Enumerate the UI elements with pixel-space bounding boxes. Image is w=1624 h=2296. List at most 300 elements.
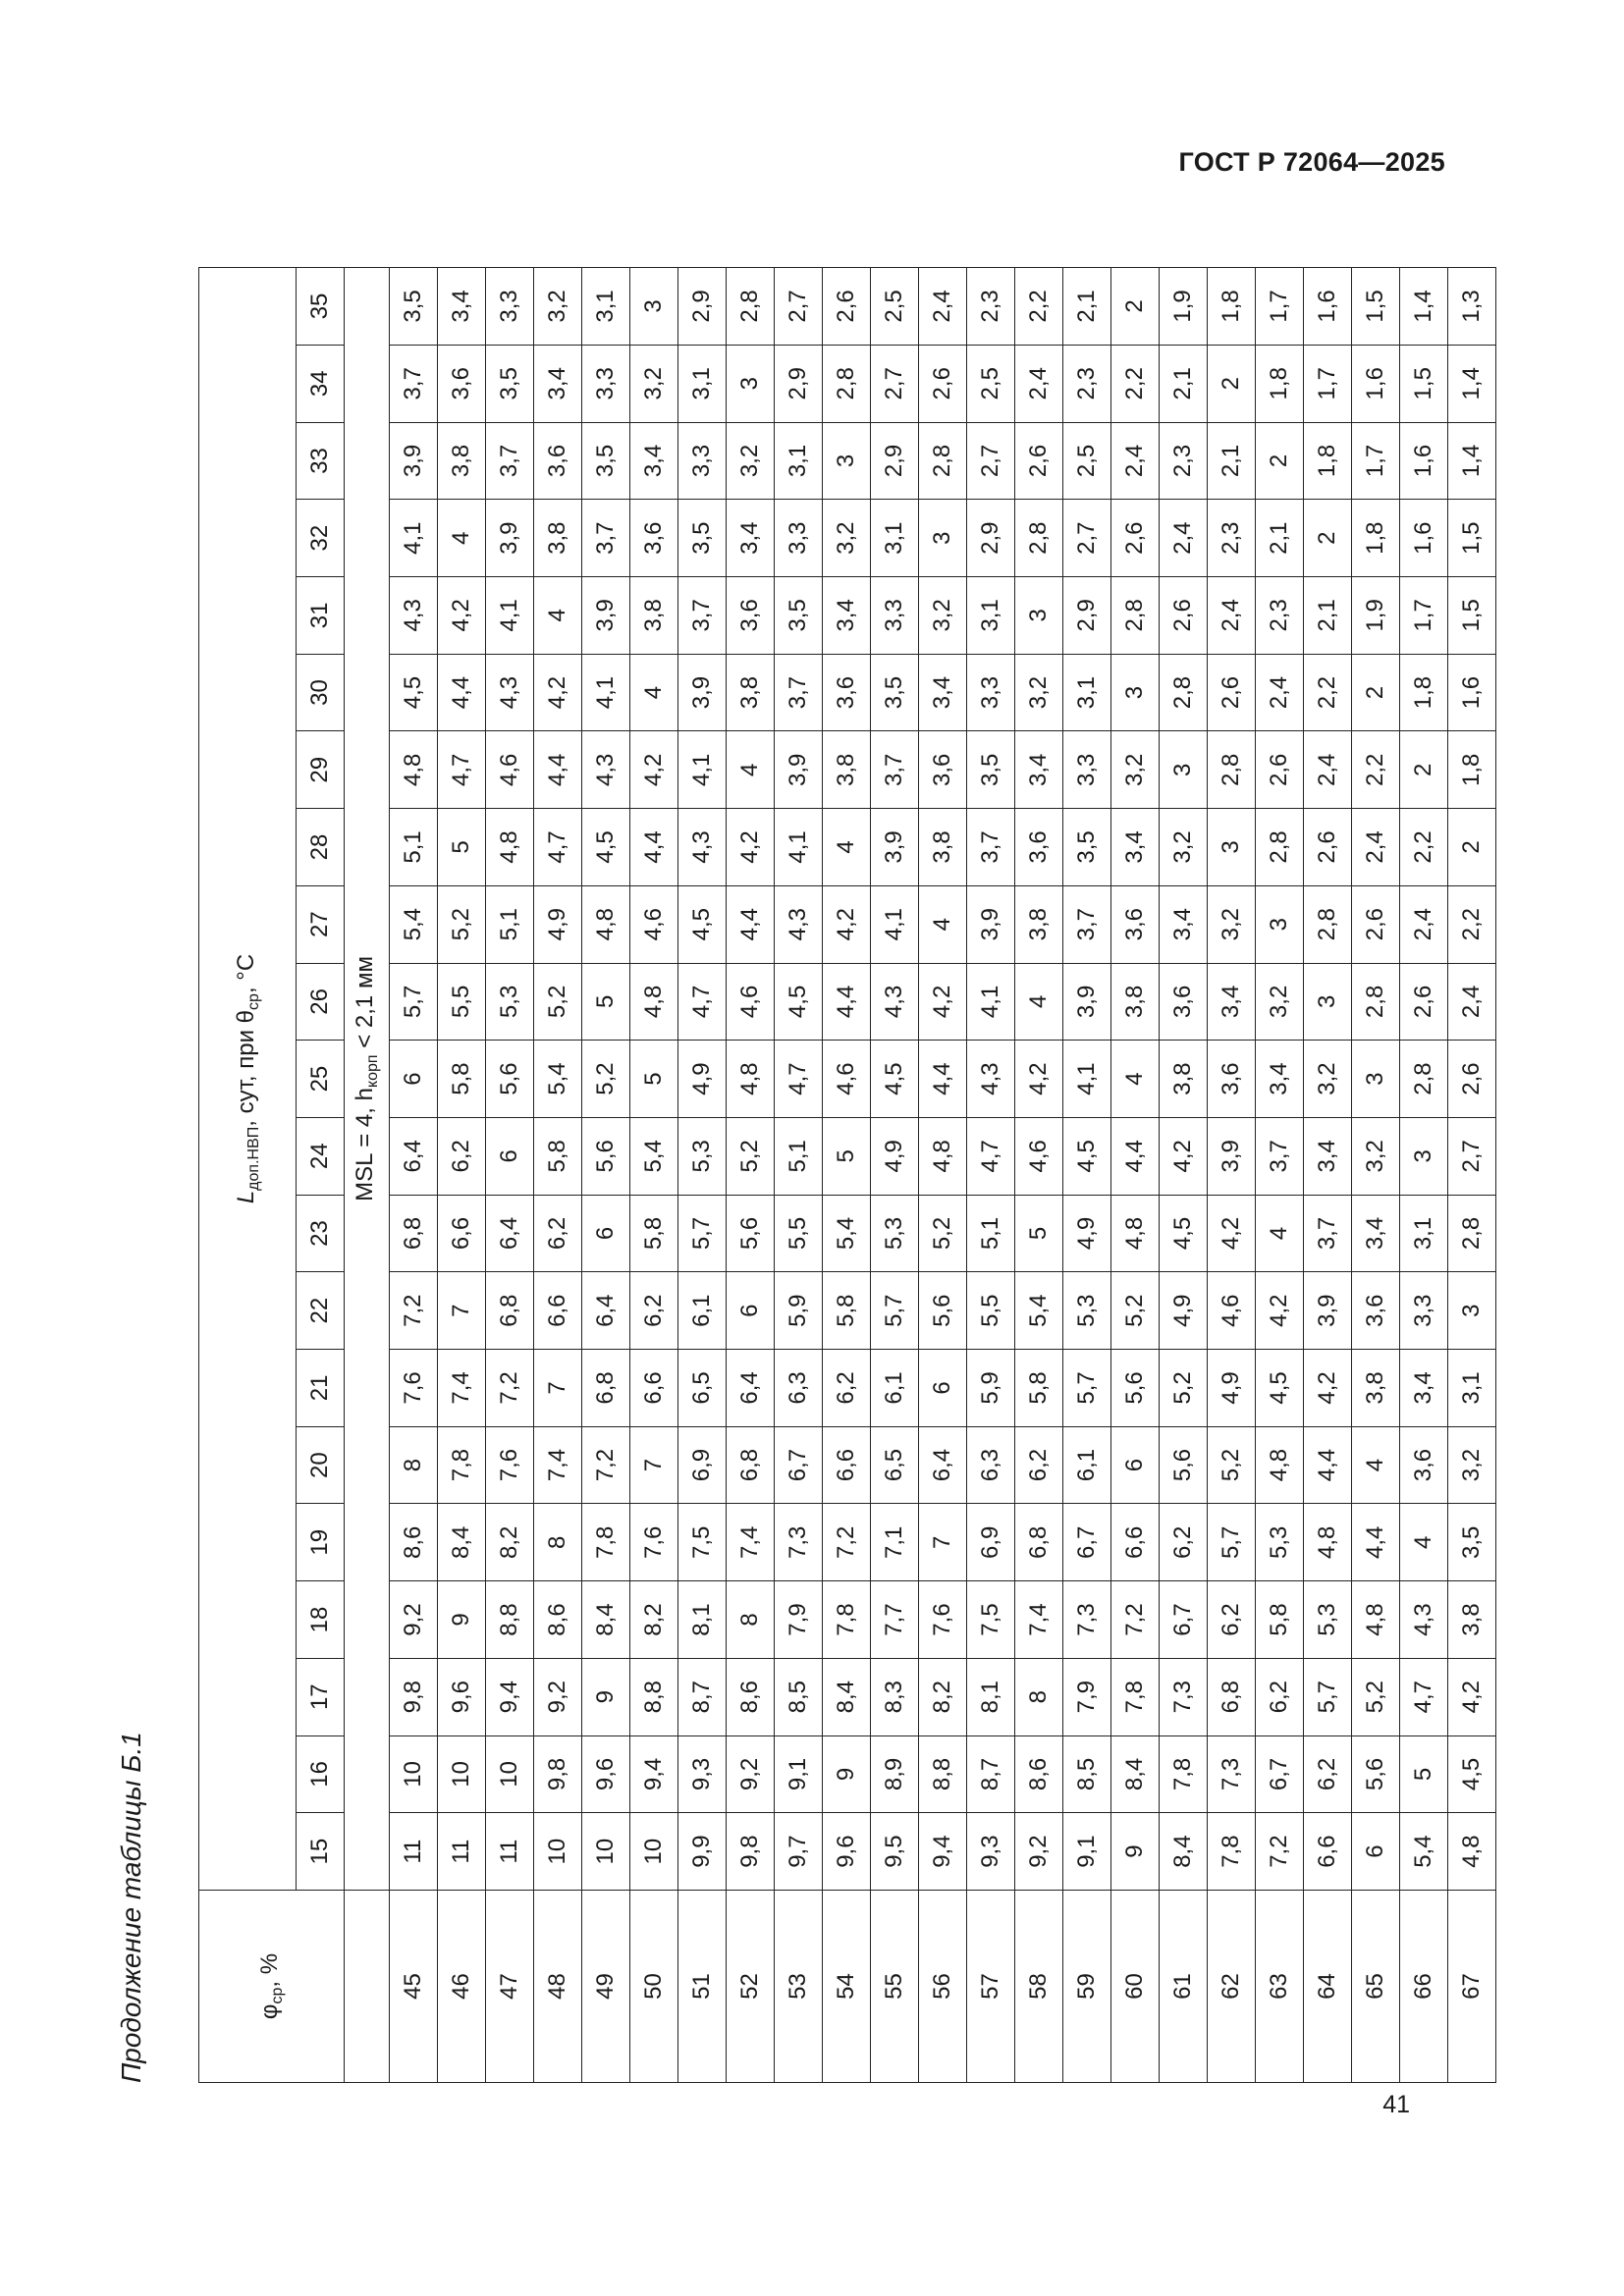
value-cell: 5,7 (678, 1195, 727, 1272)
value-cell: 1,5 (1400, 345, 1448, 422)
value-cell: 3,2 (1160, 809, 1208, 886)
value-cell: 3,1 (775, 422, 823, 500)
value-cell: 8,8 (630, 1658, 678, 1735)
humidity-cell: 65 (1352, 1890, 1400, 2082)
value-cell: 3,2 (1304, 1041, 1352, 1118)
value-cell: 3,9 (1304, 1272, 1352, 1350)
value-cell: 7,6 (486, 1426, 534, 1504)
value-cell: 6,3 (967, 1426, 1015, 1504)
value-cell: 3,3 (775, 500, 823, 577)
value-cell: 7,2 (390, 1272, 438, 1350)
value-cell: 3,5 (486, 345, 534, 422)
value-cell: 3,4 (1015, 731, 1063, 809)
value-cell: 8,2 (919, 1658, 967, 1735)
value-cell: 4,3 (967, 1041, 1015, 1118)
value-cell: 2,3 (1160, 422, 1208, 500)
value-cell: 4,6 (630, 885, 678, 963)
value-cell: 3,3 (871, 577, 919, 655)
value-cell: 2,6 (1256, 731, 1304, 809)
value-cell: 5,2 (1352, 1658, 1400, 1735)
value-cell: 2,2 (1352, 731, 1400, 809)
temperature-header: 32 (297, 500, 345, 577)
value-cell: 4,2 (1208, 1195, 1256, 1272)
value-cell: 9,3 (678, 1735, 727, 1813)
value-cell: 3,2 (1208, 885, 1256, 963)
value-cell: 5,3 (486, 963, 534, 1041)
value-cell: 6,8 (486, 1272, 534, 1350)
value-cell: 11 (438, 1813, 486, 1891)
value-cell: 6,1 (678, 1272, 727, 1350)
value-cell: 3,1 (678, 345, 727, 422)
humidity-cell: 47 (486, 1890, 534, 2082)
value-cell: 10 (390, 1735, 438, 1813)
table-body (390, 268, 1496, 2083)
value-cell: 8 (727, 1581, 775, 1659)
value-cell: 4,4 (1352, 1504, 1400, 1581)
section-subscript: корп (364, 1054, 381, 1089)
value-cell: 3,2 (727, 422, 775, 500)
value-cell: 8,1 (678, 1581, 727, 1659)
value-cell: 8 (534, 1504, 582, 1581)
value-cell: 5,6 (1160, 1426, 1208, 1504)
value-cell: 8,6 (390, 1504, 438, 1581)
value-cell: 7,7 (871, 1581, 919, 1659)
value-cell: 5,4 (823, 1195, 871, 1272)
value-cell: 7,2 (582, 1426, 630, 1504)
value-cell: 2,8 (727, 268, 775, 346)
table-row (582, 268, 630, 2083)
value-cell: 4,1 (678, 731, 727, 809)
value-cell: 5,6 (582, 1117, 630, 1195)
value-cell: 3,9 (871, 809, 919, 886)
value-cell: 4,2 (1304, 1350, 1352, 1427)
value-cell: 9,2 (534, 1658, 582, 1735)
value-cell: 5 (582, 963, 630, 1041)
temperature-header: 33 (297, 422, 345, 500)
value-cell: 5,4 (534, 1041, 582, 1118)
table-row (534, 268, 582, 2083)
value-cell: 6,2 (823, 1350, 871, 1427)
value-cell: 1,5 (1352, 268, 1400, 346)
value-cell: 3,5 (775, 577, 823, 655)
value-cell: 4,7 (438, 731, 486, 809)
value-cell: 7,8 (1208, 1813, 1256, 1891)
value-cell: 3,7 (871, 731, 919, 809)
table-row (871, 268, 919, 2083)
value-cell: 3,3 (1063, 731, 1111, 809)
value-cell: 5,2 (727, 1117, 775, 1195)
value-cell: 5,9 (967, 1350, 1015, 1427)
table-row (967, 268, 1015, 2083)
value-cell: 6,5 (678, 1350, 727, 1427)
value-cell: 3,1 (967, 577, 1015, 655)
table-row (1208, 268, 1256, 2083)
value-cell: 2,4 (1160, 500, 1208, 577)
value-cell: 8,4 (582, 1581, 630, 1659)
value-cell: 3,6 (1352, 1272, 1400, 1350)
value-cell: 6,6 (438, 1195, 486, 1272)
value-cell: 7,3 (1160, 1658, 1208, 1735)
value-cell: 8,3 (871, 1658, 919, 1735)
value-cell: 2,4 (1208, 577, 1256, 655)
value-cell: 4,5 (1160, 1195, 1208, 1272)
value-cell: 10 (486, 1735, 534, 1813)
value-cell: 6,2 (1256, 1658, 1304, 1735)
value-cell: 2,9 (1063, 577, 1111, 655)
humidity-cell: 64 (1304, 1890, 1352, 2082)
value-cell: 6 (486, 1117, 534, 1195)
value-cell: 2,2 (1448, 885, 1496, 963)
value-cell: 4,9 (678, 1041, 727, 1118)
humidity-cell: 61 (1160, 1890, 1208, 2082)
value-cell: 2,8 (823, 345, 871, 422)
value-cell: 3,9 (775, 731, 823, 809)
temperature-header: 29 (297, 731, 345, 809)
value-cell: 3,9 (1063, 963, 1111, 1041)
value-cell: 5 (1400, 1735, 1448, 1813)
value-cell: 3,8 (1352, 1350, 1400, 1427)
value-cell: 6,2 (534, 1195, 582, 1272)
value-cell: 2,4 (1400, 885, 1448, 963)
value-cell: 3,8 (919, 809, 967, 886)
value-cell: 5,3 (1256, 1504, 1304, 1581)
temperature-header: 24 (297, 1117, 345, 1195)
value-cell: 9,6 (438, 1658, 486, 1735)
value-cell: 4 (534, 577, 582, 655)
value-cell: 8,4 (1160, 1813, 1208, 1891)
value-cell: 8,4 (1111, 1735, 1160, 1813)
value-cell: 5,3 (678, 1117, 727, 1195)
temperature-header: 35 (297, 268, 345, 346)
value-cell: 2,8 (1400, 1041, 1448, 1118)
value-cell: 1,8 (1352, 500, 1400, 577)
value-cell: 8,2 (486, 1504, 534, 1581)
humidity-cell: 46 (438, 1890, 486, 2082)
value-cell: 4,4 (727, 885, 775, 963)
value-cell: 7,9 (775, 1581, 823, 1659)
value-cell: 2,1 (1208, 422, 1256, 500)
value-cell: 2,6 (1160, 577, 1208, 655)
value-cell: 7,3 (775, 1504, 823, 1581)
value-cell: 2 (1256, 422, 1304, 500)
table-row (1015, 268, 1063, 2083)
value-cell: 8,9 (871, 1735, 919, 1813)
value-cell: 9,4 (630, 1735, 678, 1813)
table-row (486, 268, 534, 2083)
humidity-cell: 45 (390, 1890, 438, 2082)
value-cell: 2,8 (1208, 731, 1256, 809)
value-cell: 2,8 (919, 422, 967, 500)
humidity-cell: 50 (630, 1890, 678, 2082)
value-cell: 3,2 (534, 268, 582, 346)
value-cell: 11 (390, 1813, 438, 1891)
value-cell: 3,5 (967, 731, 1015, 809)
value-cell: 9 (582, 1658, 630, 1735)
temperature-header: 34 (297, 345, 345, 422)
value-cell: 1,6 (1352, 345, 1400, 422)
value-cell: 7 (438, 1272, 486, 1350)
humidity-cell: 57 (967, 1890, 1015, 2082)
value-cell: 4,2 (823, 885, 871, 963)
value-cell: 6,7 (1160, 1581, 1208, 1659)
temperature-header: 30 (297, 654, 345, 731)
value-cell: 10 (534, 1813, 582, 1891)
humidity-cell: 56 (919, 1890, 967, 2082)
value-cell: 3 (1015, 577, 1063, 655)
value-cell: 1,4 (1400, 268, 1448, 346)
value-cell: 7,8 (582, 1504, 630, 1581)
value-cell: 2,9 (678, 268, 727, 346)
value-cell: 4,9 (871, 1117, 919, 1195)
temperature-header: 21 (297, 1350, 345, 1427)
value-cell: 4 (1111, 1041, 1160, 1118)
value-cell: 2,4 (919, 268, 967, 346)
value-cell: 4 (1256, 1195, 1304, 1272)
value-cell: 6,4 (390, 1117, 438, 1195)
value-cell: 2,2 (1111, 345, 1160, 422)
value-cell: 3,6 (1208, 1041, 1256, 1118)
value-cell: 9,3 (967, 1813, 1015, 1891)
value-cell: 9,8 (390, 1658, 438, 1735)
table-row (1256, 268, 1304, 2083)
value-cell: 3,3 (582, 345, 630, 422)
value-cell: 3,5 (871, 654, 919, 731)
value-cell: 5,1 (486, 885, 534, 963)
value-cell: 7,3 (1208, 1735, 1256, 1813)
value-cell: 6,4 (582, 1272, 630, 1350)
value-cell: 9 (438, 1581, 486, 1659)
humidity-cell: 58 (1015, 1890, 1063, 2082)
value-cell: 3 (919, 500, 967, 577)
value-cell: 6,8 (390, 1195, 438, 1272)
value-cell: 7,4 (1015, 1581, 1063, 1659)
value-cell: 3 (1400, 1117, 1448, 1195)
value-cell: 7,4 (534, 1426, 582, 1504)
value-cell: 3,4 (630, 422, 678, 500)
table-row (1160, 268, 1208, 2083)
value-cell: 3,7 (678, 577, 727, 655)
value-cell: 7,8 (1111, 1658, 1160, 1735)
value-cell: 5,9 (775, 1272, 823, 1350)
value-cell: 5,1 (967, 1195, 1015, 1272)
value-cell: 3,4 (1160, 885, 1208, 963)
value-cell: 3,5 (678, 500, 727, 577)
value-cell: 3,8 (727, 654, 775, 731)
value-cell: 5,4 (630, 1117, 678, 1195)
value-cell: 9,1 (1063, 1813, 1111, 1891)
value-cell: 5,6 (727, 1195, 775, 1272)
value-cell: 3,9 (582, 577, 630, 655)
value-cell: 3,8 (534, 500, 582, 577)
value-cell: 9,8 (534, 1735, 582, 1813)
value-cell: 4,3 (871, 963, 919, 1041)
value-cell: 10 (582, 1813, 630, 1891)
value-cell: 3,5 (1063, 809, 1111, 886)
value-cell: 4,5 (871, 1041, 919, 1118)
value-cell: 4,3 (678, 809, 727, 886)
value-cell: 3 (1448, 1272, 1496, 1350)
value-cell: 4,4 (823, 963, 871, 1041)
value-cell: 8 (390, 1426, 438, 1504)
value-cell: 4,1 (390, 500, 438, 577)
value-cell: 3,8 (1015, 885, 1063, 963)
value-cell: 6,6 (1111, 1504, 1160, 1581)
value-cell: 3 (630, 268, 678, 346)
value-cell: 6,7 (1063, 1504, 1111, 1581)
value-cell: 6,5 (871, 1426, 919, 1504)
value-cell: 6,9 (678, 1426, 727, 1504)
value-cell: 2,4 (1448, 963, 1496, 1041)
value-cell: 3,7 (390, 345, 438, 422)
value-cell: 3,3 (678, 422, 727, 500)
value-cell: 8,5 (775, 1658, 823, 1735)
value-cell: 4 (823, 809, 871, 886)
temperature-header-row (297, 268, 345, 2083)
value-cell: 1,5 (1448, 577, 1496, 655)
value-cell: 3,7 (486, 422, 534, 500)
value-cell: 4,9 (534, 885, 582, 963)
value-cell: 2,6 (1400, 963, 1448, 1041)
value-cell: 1,4 (1448, 422, 1496, 500)
value-cell: 8,8 (486, 1581, 534, 1659)
value-cell: 4,2 (630, 731, 678, 809)
humidity-cell: 67 (1448, 1890, 1496, 2082)
value-cell: 7,4 (727, 1504, 775, 1581)
value-cell: 5,2 (438, 885, 486, 963)
value-cell: 4,7 (967, 1117, 1015, 1195)
value-cell: 8,5 (1063, 1735, 1111, 1813)
value-cell: 4,8 (1304, 1504, 1352, 1581)
value-cell: 4 (1400, 1504, 1448, 1581)
value-cell: 2,8 (1448, 1195, 1496, 1272)
value-cell: 3,4 (919, 654, 967, 731)
value-cell: 2,6 (1111, 500, 1160, 577)
temperature-header: 19 (297, 1504, 345, 1581)
value-cell: 4,9 (1160, 1272, 1208, 1350)
value-cell: 3,2 (1015, 654, 1063, 731)
value-cell: 3,4 (438, 268, 486, 346)
value-cell: 2 (1448, 809, 1496, 886)
value-cell: 3,6 (1111, 885, 1160, 963)
value-cell: 4,8 (390, 731, 438, 809)
value-cell: 1,7 (1352, 422, 1400, 500)
value-cell: 6,6 (630, 1350, 678, 1427)
value-cell: 6,1 (1063, 1426, 1111, 1504)
value-cell: 1,3 (1448, 268, 1496, 346)
row-header-symbol: φ (256, 2003, 283, 2020)
value-cell: 4,2 (1160, 1117, 1208, 1195)
value-cell: 6,4 (727, 1350, 775, 1427)
value-cell: 10 (438, 1735, 486, 1813)
value-cell: 5,4 (1015, 1272, 1063, 1350)
value-cell: 2,6 (823, 268, 871, 346)
value-cell: 3,9 (1208, 1117, 1256, 1195)
value-cell: 3,2 (823, 500, 871, 577)
value-cell: 9,1 (775, 1735, 823, 1813)
humidity-cell: 62 (1208, 1890, 1256, 2082)
value-cell: 3,9 (390, 422, 438, 500)
value-cell: 5,3 (1063, 1272, 1111, 1350)
value-cell: 4,8 (919, 1117, 967, 1195)
value-cell: 4,2 (438, 577, 486, 655)
value-cell: 4,6 (1208, 1272, 1256, 1350)
section-prefix: MSL = 4, h (352, 1088, 378, 1201)
humidity-cell: 60 (1111, 1890, 1160, 2082)
document-header: ГОСТ Р 72064—2025 (1178, 147, 1445, 177)
value-cell: 2,5 (871, 268, 919, 346)
value-cell: 3,8 (823, 731, 871, 809)
value-cell: 7,1 (871, 1504, 919, 1581)
value-cell: 4,6 (823, 1041, 871, 1118)
value-cell: 4,3 (1400, 1581, 1448, 1659)
value-cell: 9,7 (775, 1813, 823, 1891)
humidity-cell: 51 (678, 1890, 727, 2082)
table-row (775, 268, 823, 2083)
value-cell: 2,6 (1304, 809, 1352, 886)
value-cell: 4,7 (1400, 1658, 1448, 1735)
value-cell: 4,5 (390, 654, 438, 731)
value-cell: 4,7 (775, 1041, 823, 1118)
value-cell: 1,8 (1208, 268, 1256, 346)
value-cell: 8,6 (534, 1581, 582, 1659)
value-cell: 6,2 (1304, 1735, 1352, 1813)
table-row (1352, 268, 1400, 2083)
value-cell: 2 (1208, 345, 1256, 422)
value-cell: 2,3 (1063, 345, 1111, 422)
value-cell: 5 (1015, 1195, 1063, 1272)
value-cell: 7,8 (823, 1581, 871, 1659)
temperature-header: 20 (297, 1426, 345, 1504)
value-cell: 4,8 (1448, 1813, 1496, 1891)
value-cell: 4,5 (582, 809, 630, 886)
value-cell: 1,8 (1400, 654, 1448, 731)
value-cell: 8,6 (1015, 1735, 1063, 1813)
value-cell: 5,7 (390, 963, 438, 1041)
value-cell: 3,9 (967, 885, 1015, 963)
value-cell: 5,6 (1111, 1350, 1160, 1427)
value-cell: 5,2 (919, 1195, 967, 1272)
value-cell: 8,8 (919, 1735, 967, 1813)
value-cell: 5,7 (1208, 1504, 1256, 1581)
value-cell: 2,8 (1111, 577, 1160, 655)
value-cell: 8,4 (823, 1658, 871, 1735)
column-group-symbol: L (232, 1190, 259, 1204)
value-cell: 2,7 (967, 422, 1015, 500)
value-cell: 3,6 (1400, 1426, 1448, 1504)
value-cell: 5 (438, 809, 486, 886)
value-cell: 2,4 (1304, 731, 1352, 809)
table-row (678, 268, 727, 2083)
value-cell: 4,4 (919, 1041, 967, 1118)
value-cell: 2,2 (1400, 809, 1448, 886)
value-cell: 1,8 (1448, 731, 1496, 809)
value-cell: 1,5 (1448, 500, 1496, 577)
temperature-header: 23 (297, 1195, 345, 1272)
temperature-header: 17 (297, 1658, 345, 1735)
value-cell: 5,4 (390, 885, 438, 963)
value-cell: 2,3 (1208, 500, 1256, 577)
value-cell: 2,6 (1352, 885, 1400, 963)
value-cell: 3,6 (727, 577, 775, 655)
value-cell: 4 (438, 500, 486, 577)
value-cell: 2,8 (1256, 809, 1304, 886)
value-cell: 6,7 (775, 1426, 823, 1504)
value-cell: 3,4 (1400, 1350, 1448, 1427)
value-cell: 6,6 (534, 1272, 582, 1350)
temperature-header: 18 (297, 1581, 345, 1659)
value-cell: 7,6 (919, 1581, 967, 1659)
value-cell: 2,3 (967, 268, 1015, 346)
